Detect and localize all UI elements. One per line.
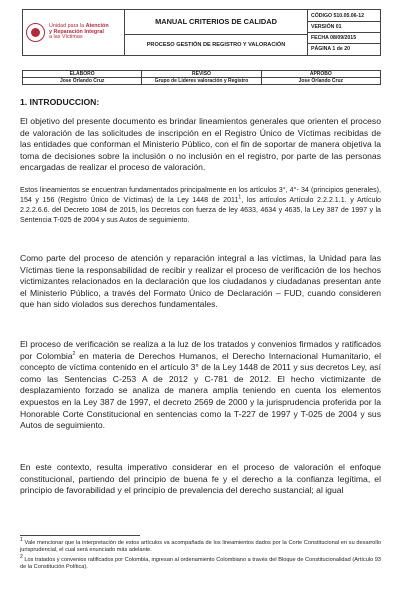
elaboro-name: Jose Orlando Cruz [23,78,142,85]
aprobo-name: Jose Orlando Cruz [261,78,380,85]
aprobo-header: APROBÓ [261,71,380,78]
page-number: PÁGINA 1 de 20 [311,46,351,52]
document-title: MANUAL CRITERIOS DE CALIDAD [125,10,307,35]
document-code: CÓDIGO 510.05.06-12 [308,11,380,22]
paragraph-attention: Como parte del proceso de atención y reparación integral a las víctimas, la Unidad para las Víctimas tiene la responsabilidad de recibir y realizar el proceso de verificación de los hechos victimizantes relacionados en la declaración que los ciudadanos y ciudadanas presentan ante el Ministerio Público, a través del Formato Único de Declaración – FUD, cuando consideren que han sido violados sus derechos fundamentales. [20,253,381,310]
seal-icon [26,23,45,42]
footnote-ref-1: 1 [238,194,242,201]
section-heading: 1. INTRODUCCION: [20,97,100,107]
footnote-separator [20,535,140,536]
footnote-2: $^2$ Los tratados y convenios ratificados por Colombia, ingresan al ordenamiento Colombiano a través del Bloque de Constitucionalidad (Artículo 93 de la Constitución Política). [20,554,381,571]
paragraph-context: En este contexto, resulta imperativo considerar en el proceso de valoración el enfoque constitucional, partiendo del principio de buena fe y el derecho a la confianza legítima, el principio de favorabilidad y el principio de prevalencia del derecho sustancial; al igual [20,462,381,496]
signature-table [22,70,381,85]
reviso-header: REVISÓ [142,71,261,78]
elaboro-header: ELABORÓ [23,71,142,78]
footnote-ref-2: 2 [72,350,76,357]
document-date: FECHA 08/09/2015 [308,33,380,44]
logo-cell [23,10,125,56]
document-version: VERSIÓN 01 [308,22,380,33]
paragraph-foundations: Estos lineamientos se encuentran fundamentados principalmente en los artículos 3°, 4°- 34 (principios generales), 154 y 156 (Registro Único de Víctimas) de la Ley 1448 de 2011$^1$, los artículos Artículo 2.2.2.1.1. y Artículo 2.2.2.6.6. del Decreto 1084 de 2015, los Decretos con fuerza de ley 4633, 4634 y 4635, la Ley 387 de 1997 y la Sentencia T-025 de 2004 y sus Autos de seguimiento. [20,186,381,224]
title-cell [125,10,308,56]
footnote-1: $^1$ Vale mencionar que la interpretación de estos artículos va acompañada de los lineamientos dados por la Corte Constitucional en su desarrollo jurisprudencial, el cual será enunciado más adelante. [20,537,381,554]
process-name: PROCESO GESTIÓN DE REGISTRO Y VALORACIÓN [146,42,286,48]
paragraph-objective: El objetivo del presente documento es brindar lineamientos generales que orienten el proceso de valoración de las solicitudes de inscripción en el Registro Único de Víctimas recibidas de las entidades que conforman el Ministerio Público, con el fin de soportar de manera objetiva la toma de decisiones sobre la inclusión o no inclusión en el registro, por parte de las personas encargadas de realizar el proceso de valoración. [20,116,381,173]
reviso-name: Grupo de Lideres valoración y Registro [142,78,261,85]
document-header [22,9,381,56]
meta-cell [308,10,381,56]
paragraph-verification: El proceso de verificación se realiza a la luz de los tratados y convenios firmados y ratificados por Colombia$^2$ en materia de Derechos Humanos, el Derecho Internacional Humanitario, el concepto de víctima contenido en el artículo 3° de la Ley 1448 de 2011 y sus decretos Ley, así como las Sentencias C-253 A de 2012 y C-781 de 2012. El hecho victimizante de desplazamiento forzado se analiza de manera amplia teniendo en cuenta los elementos expuestos en la Ley 387 de 1997, el decreto 2569 de 2000 y la jurisprudencia proferida por la Honorable Corte Constitucional en sentencias como la T-227 de 1997 y T-025 de 2004 y sus Autos de seguimiento. [20,339,381,431]
unidad-victimas-logo [23,21,124,44]
logo-text: Unidad para la Atención y Reparación Integral a las Víctimas [49,22,109,41]
